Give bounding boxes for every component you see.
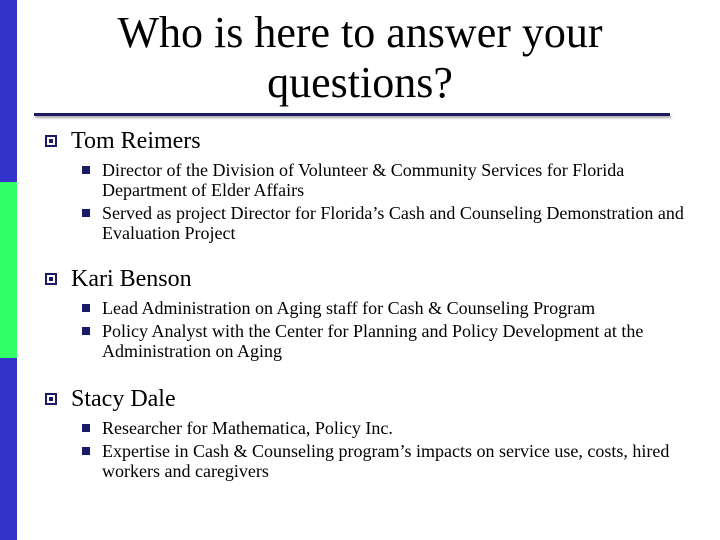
- detail-item: [45, 321, 695, 361]
- bullet-icon: [82, 304, 90, 312]
- detail-text: Researcher for Mathematica, Policy Inc.: [102, 418, 393, 438]
- side-bar-blue-top: [0, 0, 17, 182]
- detail-text: Lead Administration on Aging staff for Cash & Counseling Program: [102, 298, 596, 318]
- detail-text: Expertise in Cash & Counseling program’s impacts on service use, costs, hired workers and caregivers: [102, 441, 670, 481]
- side-bar-green: [0, 182, 17, 358]
- detail-text: Served as project Director for Florida’s Cash and Counseling Demonstration and Evaluation Project: [102, 203, 684, 243]
- person-section-tom-reimers: [45, 126, 695, 246]
- bullet-icon: [82, 327, 90, 335]
- bullet-icon: [82, 424, 90, 432]
- bullet-icon: [82, 447, 90, 455]
- detail-item: [45, 160, 695, 200]
- detail-item: [45, 203, 695, 243]
- title-underline: [34, 113, 670, 116]
- detail-item: [45, 441, 695, 481]
- person-name: Kari Benson: [71, 266, 192, 292]
- bullet-icon: [82, 209, 90, 217]
- person-section-stacy-dale: [45, 384, 695, 484]
- person-row: [45, 264, 695, 294]
- detail-item: [45, 298, 695, 318]
- side-bar-blue-bottom: [0, 358, 17, 540]
- detail-text: Policy Analyst with the Center for Planning and Policy Development at the Administration on Aging: [102, 321, 644, 361]
- detail-list: [45, 418, 695, 481]
- detail-item: [45, 418, 695, 438]
- person-row: [45, 384, 695, 414]
- slide-title: [80, 8, 640, 108]
- detail-list: [45, 160, 695, 243]
- person-row: [45, 126, 695, 156]
- person-name: Tom Reimers: [71, 128, 201, 154]
- square-bullet-icon: [45, 393, 57, 405]
- person-section-kari-benson: [45, 264, 695, 364]
- detail-list: [45, 298, 695, 361]
- slide-title-line-2: questions?: [267, 58, 453, 107]
- detail-text: Director of the Division of Volunteer & Community Services for Florida Department of Elder Affairs: [102, 160, 625, 200]
- square-bullet-icon: [45, 273, 57, 285]
- square-bullet-icon: [45, 135, 57, 147]
- person-name: Stacy Dale: [71, 386, 176, 412]
- bullet-icon: [82, 166, 90, 174]
- slide-title-line-1: Who is here to answer your: [117, 8, 603, 57]
